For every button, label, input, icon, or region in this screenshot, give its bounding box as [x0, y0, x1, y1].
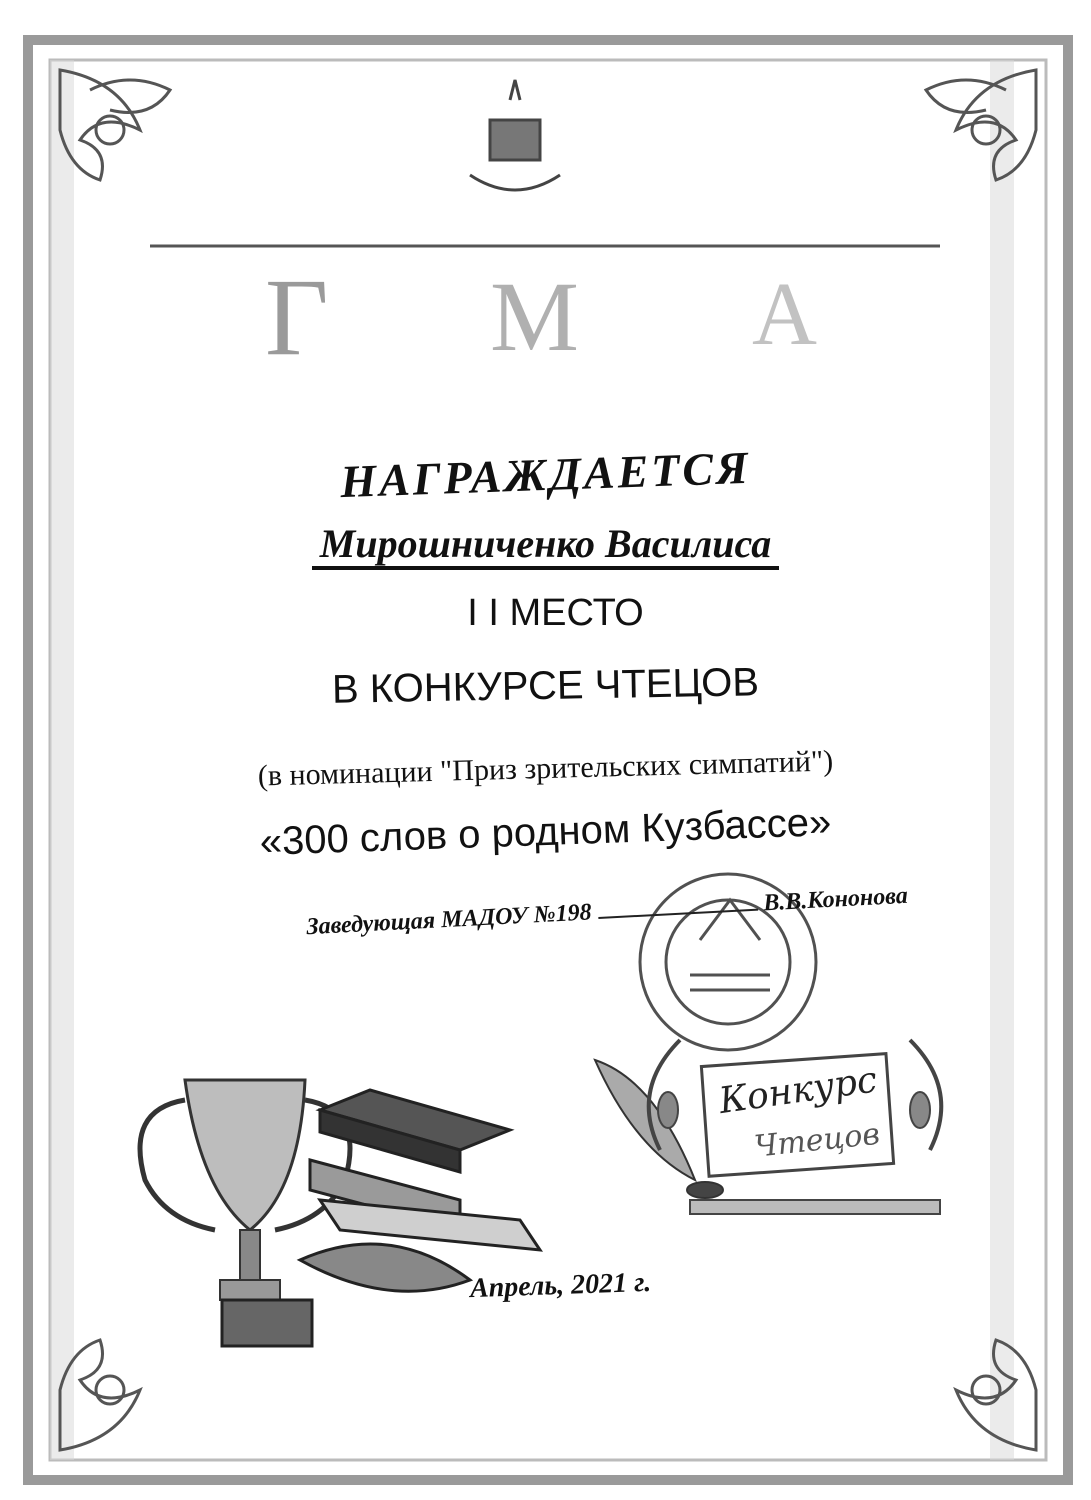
recipient-name: [0, 520, 1091, 567]
emblem-text: [700, 1050, 910, 1180]
contest-title: «300 слов о родном Кузбассе»: [259, 800, 832, 864]
heading-letter: М: [490, 262, 579, 372]
corner-ornament-icon: [926, 70, 1036, 180]
signature-blank: [598, 909, 758, 919]
recipient-name-text: Мирошниченко Василиса: [312, 521, 779, 570]
nomination-label: (в номинации "Приз зрительских симпатий"): [257, 744, 834, 793]
signatory-position: Заведующая МАДОУ №198: [305, 899, 593, 941]
corner-ornament-icon: [60, 70, 170, 180]
signatory-name: В.В.Кононова: [762, 882, 909, 917]
emblem-line-1: Конкурс: [716, 1059, 880, 1123]
heading-letter: А: [752, 265, 817, 364]
awarded-label: НАГРАЖДАЕТСЯ: [339, 441, 752, 508]
heading-letter: Г: [265, 262, 329, 378]
issue-date: Апрель, 2021 г.: [469, 1266, 652, 1305]
heading-letters: [0, 262, 1091, 382]
place-label: І І МЕСТО: [467, 592, 644, 634]
emblem-line-2: Чтецов: [752, 1116, 882, 1165]
books-icon: [300, 1090, 540, 1291]
contest-label: В КОНКУРСЕ ЧТЕЦОВ: [331, 660, 760, 712]
lamp-ornament-icon: [470, 80, 560, 190]
